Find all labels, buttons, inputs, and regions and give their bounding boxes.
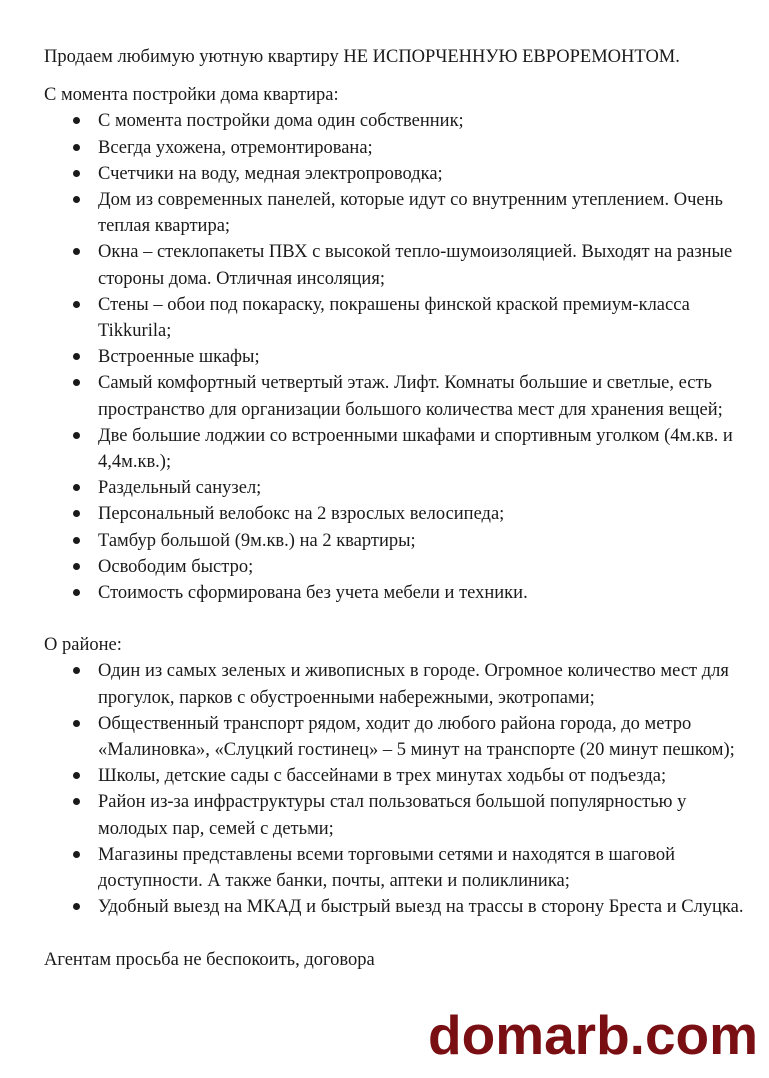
list-item: Тамбур большой (9м.кв.) на 2 квартиры; [98, 528, 756, 554]
list-item: С момента постройки дома один собственник; [98, 108, 756, 134]
list-item: Стены – обои под покараску, покрашены финской краской премиум-класса Tikkurila; [98, 292, 756, 344]
list-item: Всегда ухожена, отремонтирована; [98, 135, 756, 161]
list-item: Магазины представлены всеми торговыми сетями и находятся в шаговой доступности. А также банки, почты, аптеки и поликлиника; [98, 842, 756, 894]
listing-description [44, 44, 756, 973]
list-item: Счетчики на воду, медная электропроводка; [98, 161, 756, 187]
list-item: Удобный выезд на МКАД и быстрый выезд на трассы в сторону Бреста и Слуцка. [98, 894, 756, 920]
district-features-list [44, 658, 756, 920]
list-item: Район из-за инфраструктуры стал пользоваться большой популярностью у молодых пар, семей с детьми; [98, 789, 756, 841]
list-item: Окна – стеклопакеты ПВХ с высокой тепло-шумоизоляцией. Выходят на разные стороны дома. Отличная инсоляция; [98, 239, 756, 291]
list-item: Общественный транспорт рядом, ходит до любого района города, до метро «Малиновка», «Слуцкий гостинец» – 5 минут на транспорте (20 минут пешком); [98, 711, 756, 763]
section-heading-apartment: С момента постройки дома квартира: [44, 85, 339, 106]
list-item: Две большие лоджии со встроенными шкафами и спортивным уголком (4м.кв. и 4,4м.кв.); [98, 423, 756, 475]
list-item: Персональный велобокс на 2 взрослых велосипеда; [98, 501, 756, 527]
list-item: Дом из современных панелей, которые идут со внутренним утеплением. Очень теплая квартира; [98, 187, 756, 239]
list-item: Встроенные шкафы; [98, 344, 756, 370]
intro-text: Продаем любимую уютную квартиру НЕ ИСПОРЧЕННУЮ ЕВРОРЕМОНТОМ. [44, 47, 680, 67]
agents-notice: Агентам просьба не беспокоить, договора [44, 949, 375, 970]
list-item: Стоимость сформирована без учета мебели и техники. [98, 580, 756, 606]
list-item: Раздельный санузел; [98, 475, 756, 501]
apartment-features-list [44, 108, 756, 606]
domarb-watermark: domarb.com [428, 1004, 759, 1066]
list-item: Школы, детские сады с бассейнами в трех минутах ходьбы от подъезда; [98, 763, 756, 789]
list-item: Один из самых зеленых и живописных в городе. Огромное количество мест для прогулок, парков с обустроенными набережными, экотропами; [98, 658, 756, 710]
section-heading-district: О районе: [44, 635, 122, 656]
list-item: Освободим быстро; [98, 554, 756, 580]
list-item: Самый комфортный четвертый этаж. Лифт. Комнаты большие и светлые, есть пространство для организации большого количества мест для хранения вещей; [98, 370, 756, 422]
